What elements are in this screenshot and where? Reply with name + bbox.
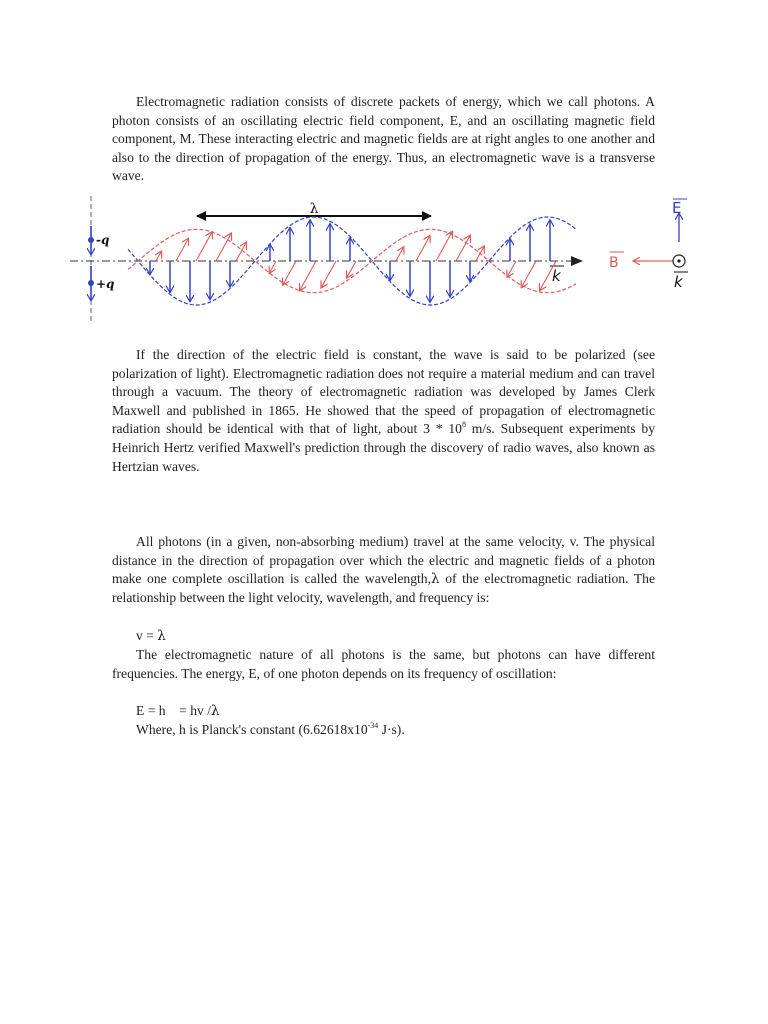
- magnetic-field-vector: [507, 261, 516, 277]
- intro-paragraph: Electromagnetic radiation consists of discrete packets of energy, which we call photons. A photon consists of an oscillating electric field component, E, and an oscillating magnetic field component, M. These interacting electric and magnetic fields are at right angles to one another and also to the direction of propagation of the energy. Thus, an electromagnetic wave is a transverse wave.: [112, 94, 655, 184]
- velocity-equation: v = λ: [136, 628, 166, 644]
- charge-plus-label: +q: [96, 277, 115, 291]
- photon-velocity-paragraph: All photons (in a given, non-absorbing medium) travel at the same velocity, v. The physical distance in the direction of propagation over which the electric and magnetic fields of a photon make one complete oscillation is called the wavelength,λ of the electromagnetic radiation. The relationship between the light velocity, wavelength, and frequency is:: [112, 534, 655, 605]
- energy-equation: E = h = hv /λ: [136, 703, 220, 719]
- em-wave-diagram: [0, 192, 768, 332]
- magnetic-field-vector: [300, 261, 316, 290]
- magnetic-field-vector: [436, 232, 452, 261]
- magnetic-field-vector: [176, 239, 188, 261]
- e-label: E: [672, 199, 682, 217]
- magnetic-field-vector: [476, 247, 484, 261]
- magnetic-field-vector: [322, 261, 337, 287]
- magnetic-field-vector: [156, 252, 161, 261]
- magnetic-field-vector: [396, 248, 403, 262]
- magnetic-field-vector: [416, 236, 430, 261]
- wavelength-symbol: λ: [309, 201, 319, 217]
- magnetic-field-vector: [196, 232, 212, 261]
- planck-constant-line: Where, h is Planck's constant ($6.62618x10^{-34}$ J·s).: [136, 721, 405, 737]
- polarization-paragraph: If the direction of the electric field is constant, the wave is said to be polarized (see polarization of light). Electromagnetic radiation does not require a material medium and can travel through a vacuum. The theory of electromagnetic radiation was developed by James Clerk Maxwell and published in 1865. He showed that the speed of propagation of electromagnetic radiation should be identical with that of light, about $3 * 10^8$ m/s. Subsequent experiments by Heinrich Hertz verified Maxwell's prediction through the discovery of radio waves, also known as Hertzian waves.: [112, 347, 656, 474]
- charge-minus-label: -q: [96, 233, 110, 247]
- b-label: B: [609, 255, 619, 271]
- magnetic-field-vector: [456, 236, 470, 261]
- magnetic-field-vector: [270, 261, 276, 272]
- photon-energy-paragraph: The electromagnetic nature of all photons is the same, but photons can have different frequencies. The energy, E, of one photon depends on its frequency of oscillation:: [112, 647, 655, 681]
- k-label: k: [552, 267, 561, 285]
- charge-plus-dot: [88, 280, 94, 286]
- magnetic-field-vector: [283, 261, 296, 284]
- magnetic-field-vector: [522, 261, 536, 287]
- magnetic-field-vector: [347, 261, 356, 277]
- field-orientation-legend: [609, 199, 688, 291]
- k-label-side: k: [674, 273, 683, 291]
- charge-minus-dot: [88, 237, 94, 243]
